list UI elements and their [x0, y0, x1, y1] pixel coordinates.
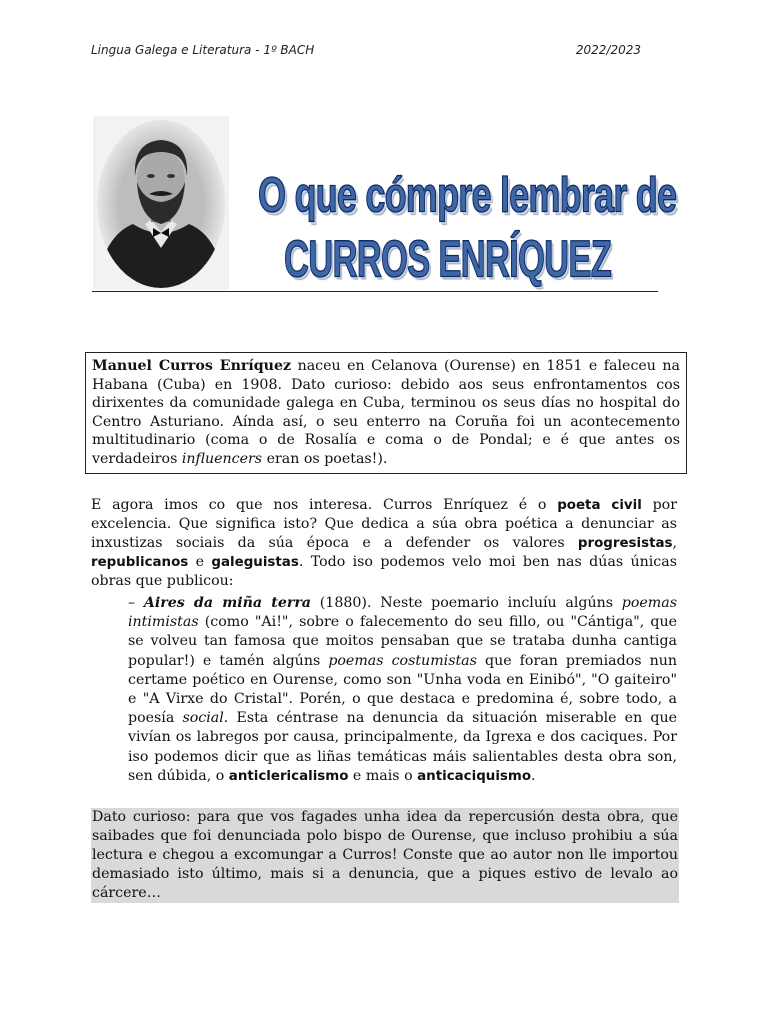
intro-bold: poeta civil: [557, 498, 642, 513]
author-name: Manuel Curros Enríquez: [92, 358, 292, 374]
intro-text: E agora imos co que nos interesa. Curros Enríquez é o: [91, 497, 558, 513]
aires-text: que foran premiados nun certame poético en Ourense, como son "Unha voda en Einibó", "O gaiteiro" e "A Virxe do Cristal". Porén, o que destaca e predomina é, sobre todo, a poesía: [128, 652, 678, 727]
aires-text: (1880). Neste poemario incluíu algúns: [311, 595, 622, 611]
intro-paragraph: [91, 496, 677, 591]
aires-text: . Esta céntrase na denuncia da situación miserable en que vivían os labregos por causa, principalmente, da Igrexa e dos caciques. Por iso podemos dicir que as liñas temáticas máis salientables desta obra son, sen dúbida, o: [128, 710, 677, 784]
bio-text-2: eran os poetas!).: [262, 450, 388, 467]
intro-text: por excelencia. Que significa isto? Que dedica a súa obra poética a denunciar as inxustizas sociais da súa época e a defender os valores: [91, 497, 677, 551]
aires-bold: anticlericalismo: [228, 768, 349, 784]
aires-italic: poemas intimistas: [128, 595, 677, 631]
intro-bold: galeguistas: [211, 555, 299, 570]
intro-text: e: [188, 554, 212, 570]
bio-influencers: influencers: [181, 450, 263, 467]
intro-text: . Todo iso podemos velo moi ben nas dúas únicas obras que publicou:: [91, 554, 677, 589]
curious-fact-box: Dato curioso: para que vos fagades unha idea da repercusión desta obra, que saibades que foi denunciada polo bispo de Ourense, que incluso prohibiu a súa lectura e chegou a excomungar a Curros! Conste que ao autor non lle importou demasiado isto último, mais si a denuncia, que a piques estivo de levalo ao cárcere…: [92, 809, 678, 901]
aires-italic: social: [182, 710, 224, 727]
school-year: 2022/2023: [575, 43, 641, 57]
aires-bold: anticaciquismo: [417, 768, 532, 784]
aires-text: e mais o: [348, 767, 418, 784]
intro-bold: progresistas: [577, 536, 673, 551]
list-dash: –: [128, 595, 144, 611]
aires-italic: poemas costumistas: [328, 652, 477, 669]
intro-text: ,: [672, 535, 677, 551]
work-title: Aires da miña terra: [143, 595, 312, 611]
title-wordart: [250, 160, 677, 289]
portrait-photo-icon: [93, 116, 229, 290]
title-line-1: O que cómpre lembrar de: [258, 168, 677, 223]
bio-text-1: naceu en Celanova (Ourense) en 1851 e faleceu na Habana (Cuba) en 1908. Dato curioso: debido aos seus enfrontamentos cos dirixentes da comunidade galega en Cuba, terminou os seus días no hospital do Centro Asturiano. Aínda así, o seu enterro na Coruña foi un acontecemento multitudinario (coma o de Rosalía e coma o de Pondal; e é que antes os verdadeiros: [92, 358, 681, 467]
title-divider: [92, 291, 658, 292]
biography-box: [85, 352, 687, 474]
aires-text: .: [531, 767, 536, 784]
aires-paragraph: [128, 594, 677, 786]
aires-text: (como "Ai!", sobre o falecemento do seu fillo, ou "Cántiga", que se volveu tan famosa que moitos pensaban que se trataba dunha cantiga popular!) e tamén algúns: [128, 614, 677, 669]
intro-bold: republicanos: [91, 555, 189, 570]
title-line-2: CURROS ENRÍQUEZ: [284, 231, 612, 289]
course-label: Lingua Galega e Literatura - 1º BACH: [91, 43, 315, 57]
page-header: [91, 43, 641, 61]
